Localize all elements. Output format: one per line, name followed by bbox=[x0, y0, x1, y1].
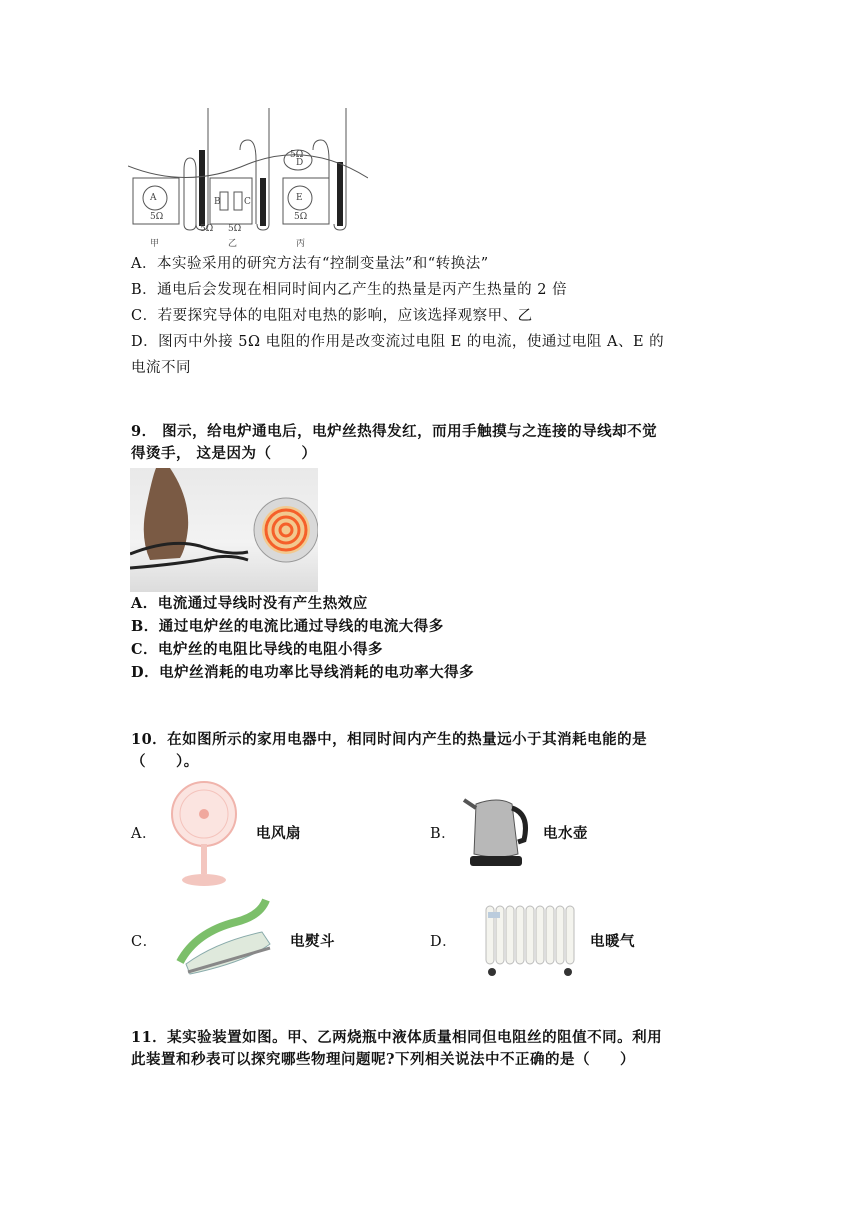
kettle-illustration bbox=[462, 794, 534, 870]
q10-option-c-letter: C． bbox=[131, 934, 158, 950]
resistor-a-label: A bbox=[150, 193, 157, 203]
joule-heat-apparatus-diagram bbox=[128, 100, 368, 250]
iron-image bbox=[176, 892, 276, 978]
fan-illustration bbox=[168, 780, 242, 890]
q9-option-d: D．电炉丝消耗的电功率比导线消耗的电功率大得多 bbox=[131, 664, 475, 681]
fan-image bbox=[168, 780, 242, 890]
heater-image bbox=[476, 900, 580, 978]
q10-stem-line1: 10．在如图所示的家用电器中，相同时间内产生的热量远小于其消耗电能的是 bbox=[131, 731, 648, 748]
q9-stem-line1: 9． 图示，给电炉通电后，电炉丝热得发红，而用手触摸与之连接的导线却不觉 bbox=[131, 423, 658, 440]
setup-yi-label: 乙 bbox=[228, 239, 238, 249]
q10-stem-line2: （ ）。 bbox=[131, 753, 199, 770]
q10-option-a-letter: A． bbox=[131, 826, 157, 842]
resistor-e-value: 5Ω bbox=[294, 212, 308, 222]
q8-option-b: B．通电后会发现在相同时间内乙产生的热量是丙产生热量的 2 倍 bbox=[131, 282, 568, 298]
q10-option-d-letter: D． bbox=[430, 934, 458, 950]
q11-stem-line2: 此装置和秒表可以探究哪些物理问题呢?下列相关说法中不正确的是（ ） bbox=[131, 1051, 635, 1068]
q9-stem-line2: 得烫手， 这是因为（ ） bbox=[131, 445, 317, 462]
resistor-e-label: E bbox=[296, 193, 303, 203]
resistor-b-value: 5Ω bbox=[200, 224, 214, 234]
q8-option-a: A．本实验采用的研究方法有“控制变量法”和“转换法” bbox=[131, 256, 489, 272]
kettle-image bbox=[462, 794, 534, 870]
resistor-c-value: 5Ω bbox=[228, 224, 242, 234]
setup-jia-label: 甲 bbox=[150, 239, 160, 249]
electric-stove-photo bbox=[130, 468, 318, 592]
q8-option-d: D．图丙中外接 5Ω 电阻的作用是改变流过电阻 E 的电流，使通过电阻 A、E 的 bbox=[131, 334, 665, 350]
resistor-c-label: C bbox=[244, 197, 251, 207]
q10-option-a-name: 电风扇 bbox=[256, 825, 301, 842]
setup-bing-label: 丙 bbox=[296, 239, 306, 249]
q10-option-b-letter: B． bbox=[430, 826, 457, 842]
resistor-a-value: 5Ω bbox=[150, 212, 164, 222]
resistor-d-label: D bbox=[296, 158, 304, 168]
resistor-b-label: B bbox=[214, 197, 221, 207]
q10-option-c-name: 电熨斗 bbox=[290, 933, 335, 950]
q10-option-d-name: 电暖气 bbox=[590, 933, 635, 950]
q9-option-b: B．通过电炉丝的电流比通过导线的电流大得多 bbox=[131, 618, 444, 635]
q10-option-b-name: 电水壶 bbox=[543, 825, 588, 842]
resistor-d-value: 5Ω bbox=[290, 150, 304, 160]
q9-option-c: C．电炉丝的电阻比导线的电阻小得多 bbox=[131, 641, 384, 658]
q8-option-c: C．若要探究导体的电阻对电热的影响，应该选择观察甲、乙 bbox=[131, 308, 533, 324]
stove-illustration bbox=[130, 468, 318, 592]
iron-illustration bbox=[176, 892, 276, 978]
q11-stem-line1: 11．某实验装置如图。甲、乙两烧瓶中液体质量相同但电阻丝的阻值不同。利用 bbox=[131, 1029, 663, 1046]
heater-illustration bbox=[476, 900, 580, 978]
apparatus-drawing bbox=[128, 100, 368, 250]
q9-option-a: A．电流通过导线时没有产生热效应 bbox=[131, 595, 368, 612]
q8-option-d-continued: 电流不同 bbox=[131, 360, 191, 376]
